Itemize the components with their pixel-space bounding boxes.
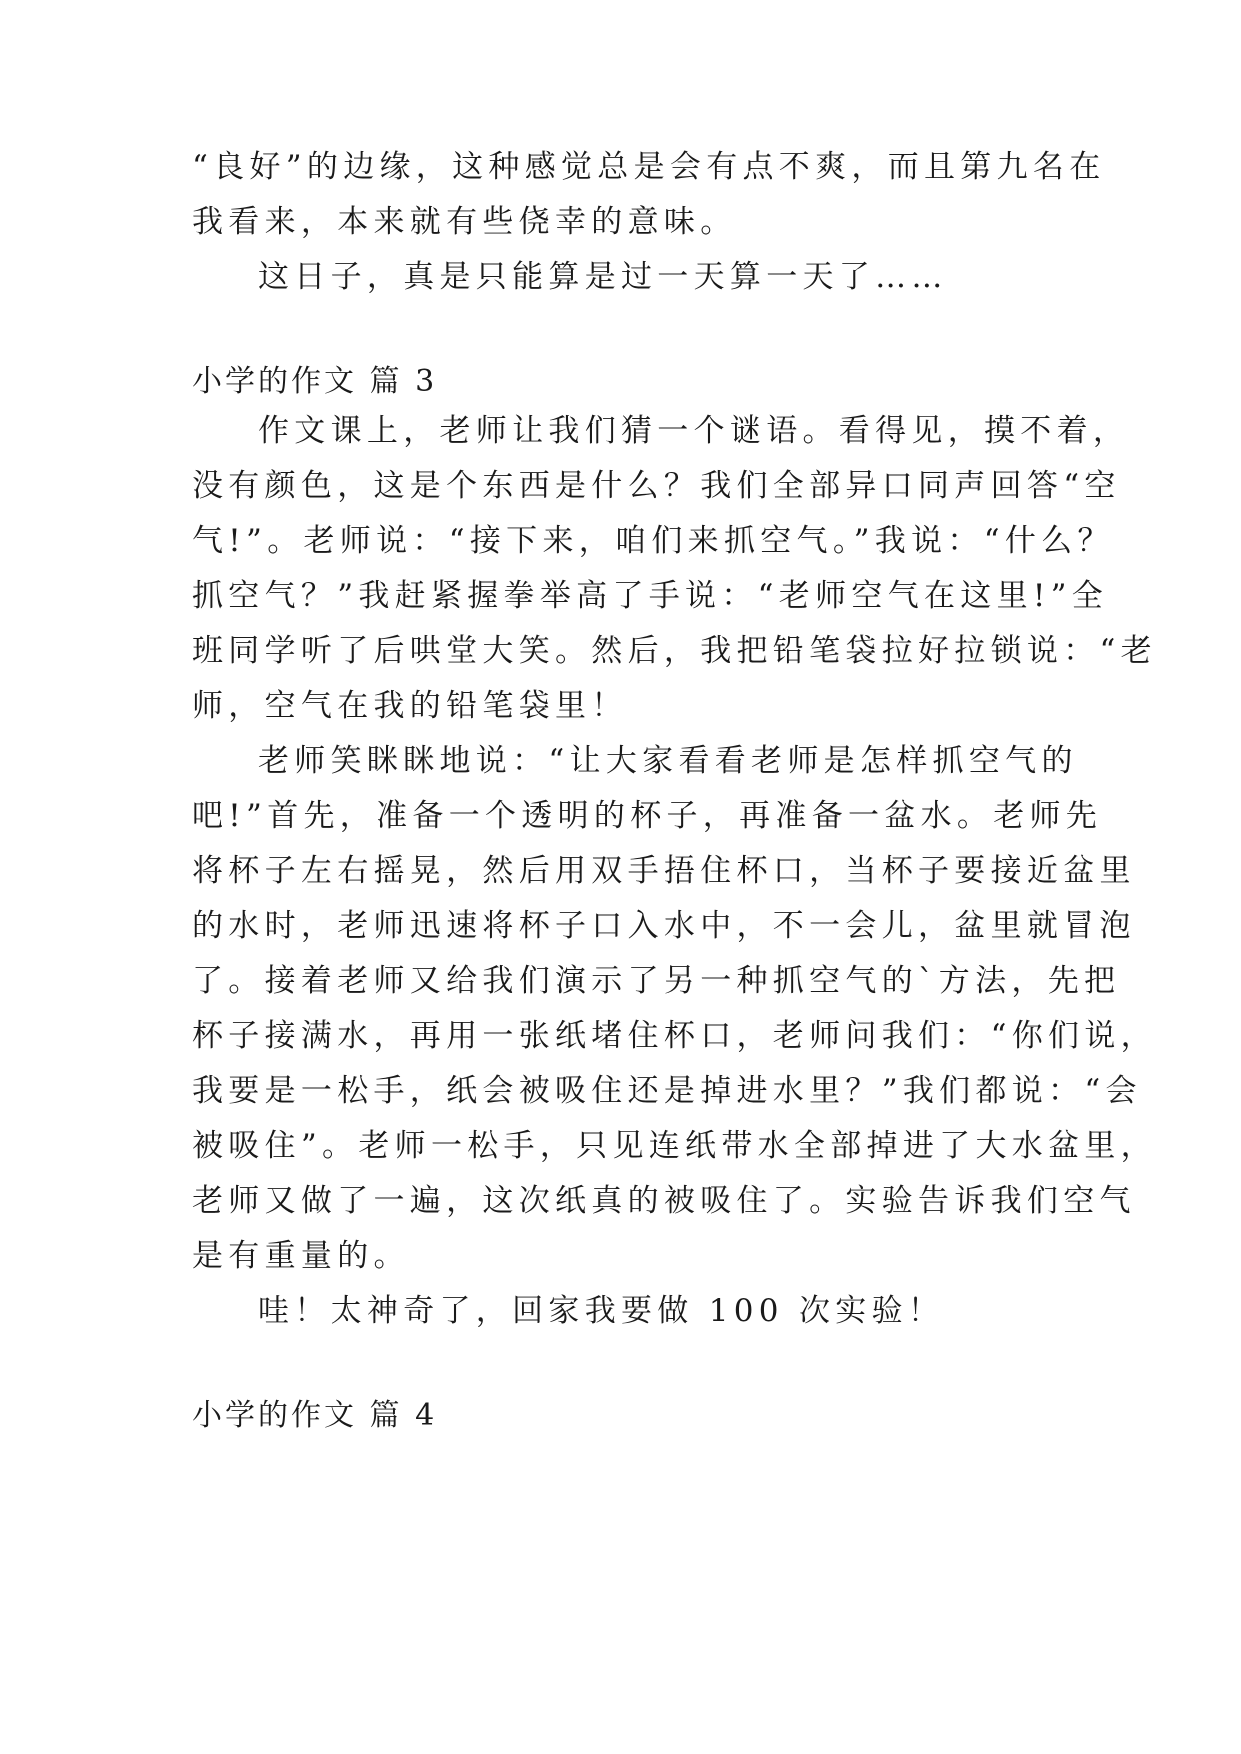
paragraph-line: 哇！太神奇了，回家我要做 100 次实验！ — [258, 1293, 945, 1329]
paragraph-line: 这日子，真是只能算是过一天算一天了…… — [258, 259, 948, 295]
paragraph-line: 老师又做了一遍，这次纸真的被吸住了。实验告诉我们空气 — [192, 1183, 1136, 1219]
paragraph-line: 没有颜色，这是个东西是什么？我们全部异口同声回答“空 — [192, 468, 1121, 504]
paragraph-line: 杯子接满水，再用一张纸堵住杯口，老师问我们：“你们说， — [192, 1018, 1157, 1054]
paragraph-line: 被吸住”。老师一松手，只见连纸带水全部掉进了大水盆里， — [192, 1128, 1157, 1164]
section-heading: 小学的作文 篇 3 — [192, 364, 438, 399]
paragraph-line: 吧!”首先，准备一个透明的杯子，再准备一盆水。老师先 — [192, 798, 1103, 834]
paragraph-line: 是有重量的。 — [192, 1238, 410, 1274]
paragraph-line: 的水时，老师迅速将杯子口入水中，不一会儿，盆里就冒泡 — [192, 908, 1136, 944]
paragraph-line: 班同学听了后哄堂大笑。然后，我把铅笔袋拉好拉锁说：“老 — [192, 633, 1157, 669]
paragraph-line: 将杯子左右摇晃，然后用双手捂住杯口，当杯子要接近盆里 — [192, 853, 1136, 889]
paragraph-line: 作文课上，老师让我们猜一个谜语。看得见，摸不着， — [258, 413, 1130, 449]
section-heading: 小学的作文 篇 4 — [192, 1398, 438, 1433]
paragraph-line: 老师笑眯眯地说：“让大家看看老师是怎样抓空气的 — [258, 743, 1078, 779]
paragraph-line: 我看来，本来就有些侥幸的意味。 — [192, 204, 737, 240]
paragraph-line: 师，空气在我的铅笔袋里！ — [192, 688, 628, 724]
paragraph-line: 气!”。老师说：“接下来，咱们来抓空气。”我说：“什么？ — [192, 523, 1114, 559]
paragraph-line: 抓空气？”我赶紧握拳举高了手说：“老师空气在这里!”全 — [192, 578, 1109, 614]
paragraph-line: “良好”的边缘，这种感觉总是会有点不爽，而且第九名在 — [192, 149, 1106, 185]
paragraph-line: 了。接着老师又给我们演示了另一种抓空气的`方法，先把 — [192, 963, 1121, 999]
paragraph-line: 我要是一松手，纸会被吸住还是掉进水里？”我们都说：“会 — [192, 1073, 1142, 1109]
